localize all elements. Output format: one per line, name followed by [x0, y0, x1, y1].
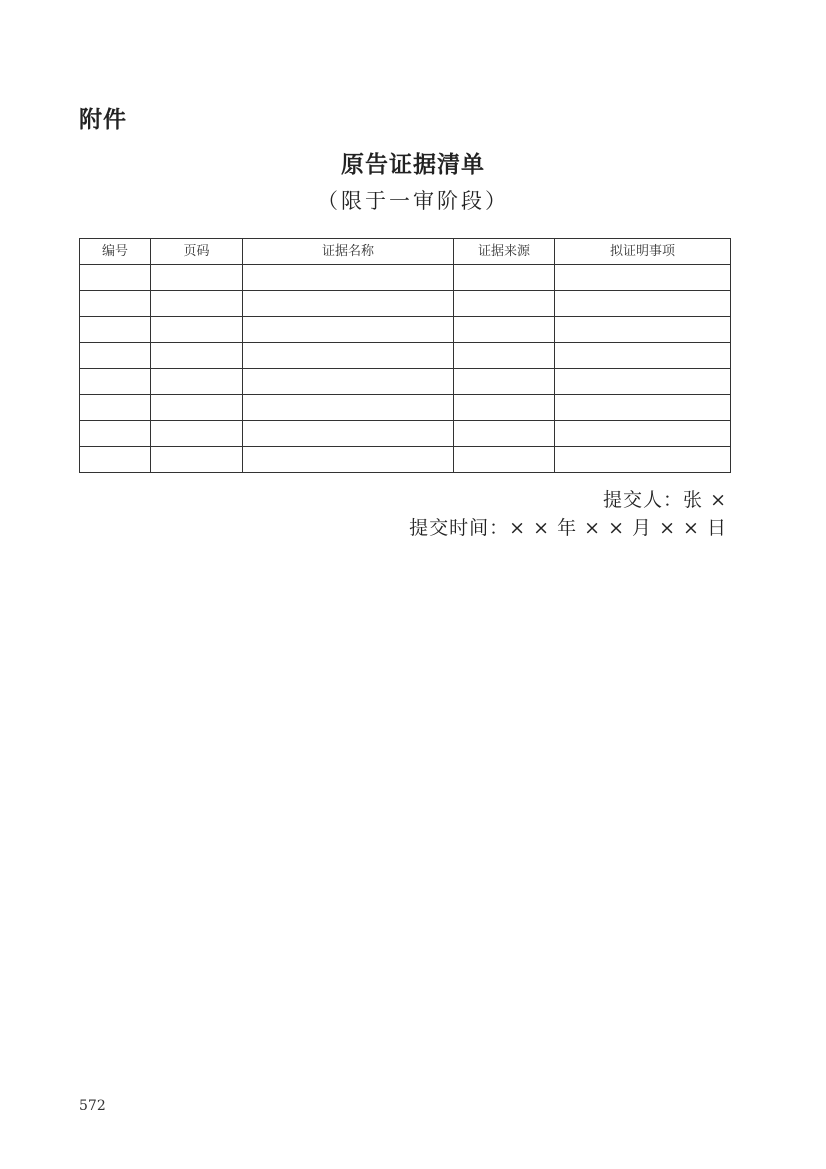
table-cell: [454, 421, 555, 447]
table-cell: [80, 369, 151, 395]
table-cell: [151, 447, 243, 473]
table-row: [80, 421, 731, 447]
table-cell: [80, 447, 151, 473]
table-row: [80, 369, 731, 395]
submit-time-line: 提交时间：× × 年 × × 月 × × 日: [409, 517, 727, 539]
table-cell: [243, 265, 454, 291]
table-cell: [555, 317, 731, 343]
document-title: 原告证据清单: [341, 151, 485, 178]
header-row: [80, 239, 731, 265]
table-cell: [555, 265, 731, 291]
table-cell: [80, 421, 151, 447]
table-cell: [151, 395, 243, 421]
column-header-page: 页码: [151, 239, 243, 265]
table-row: [80, 291, 731, 317]
attachment-label: 附件: [79, 106, 127, 133]
table-cell: [151, 421, 243, 447]
table-cell: [243, 421, 454, 447]
table-cell: [243, 343, 454, 369]
evidence-table: [79, 238, 731, 473]
table-cell: [151, 317, 243, 343]
table-cell: [555, 421, 731, 447]
table-row: [80, 265, 731, 291]
table-cell: [151, 369, 243, 395]
table-cell: [555, 343, 731, 369]
table-cell: [243, 291, 454, 317]
table-row: [80, 317, 731, 343]
table-cell: [454, 395, 555, 421]
table-cell: [80, 291, 151, 317]
table-cell: [454, 265, 555, 291]
table-cell: [454, 291, 555, 317]
column-header-evidence-source: 证据来源: [454, 239, 555, 265]
evidence-table-body: [80, 265, 731, 473]
table-cell: [80, 265, 151, 291]
column-header-number: 编号: [80, 239, 151, 265]
table-cell: [454, 317, 555, 343]
table-cell: [555, 395, 731, 421]
table-row: [80, 395, 731, 421]
table-row: [80, 343, 731, 369]
table-cell: [243, 317, 454, 343]
table-cell: [454, 369, 555, 395]
table-cell: [80, 317, 151, 343]
table-cell: [454, 447, 555, 473]
table-cell: [151, 265, 243, 291]
table-cell: [243, 395, 454, 421]
column-header-evidence-name: 证据名称: [243, 239, 454, 265]
column-header-facts-to-prove: 拟证明事项: [555, 239, 731, 265]
table-cell: [555, 447, 731, 473]
table-cell: [454, 343, 555, 369]
table-cell: [243, 369, 454, 395]
page-number: 572: [79, 1098, 106, 1114]
submitter-line: 提交人：张 ×: [603, 489, 727, 511]
table-cell: [151, 343, 243, 369]
table-cell: [555, 369, 731, 395]
document-subtitle: （限于一审阶段）: [317, 189, 509, 213]
table-cell: [243, 447, 454, 473]
table-cell: [151, 291, 243, 317]
table-cell: [80, 343, 151, 369]
evidence-table-header: [80, 239, 731, 265]
table-cell: [555, 291, 731, 317]
table-row: [80, 447, 731, 473]
table-cell: [80, 395, 151, 421]
